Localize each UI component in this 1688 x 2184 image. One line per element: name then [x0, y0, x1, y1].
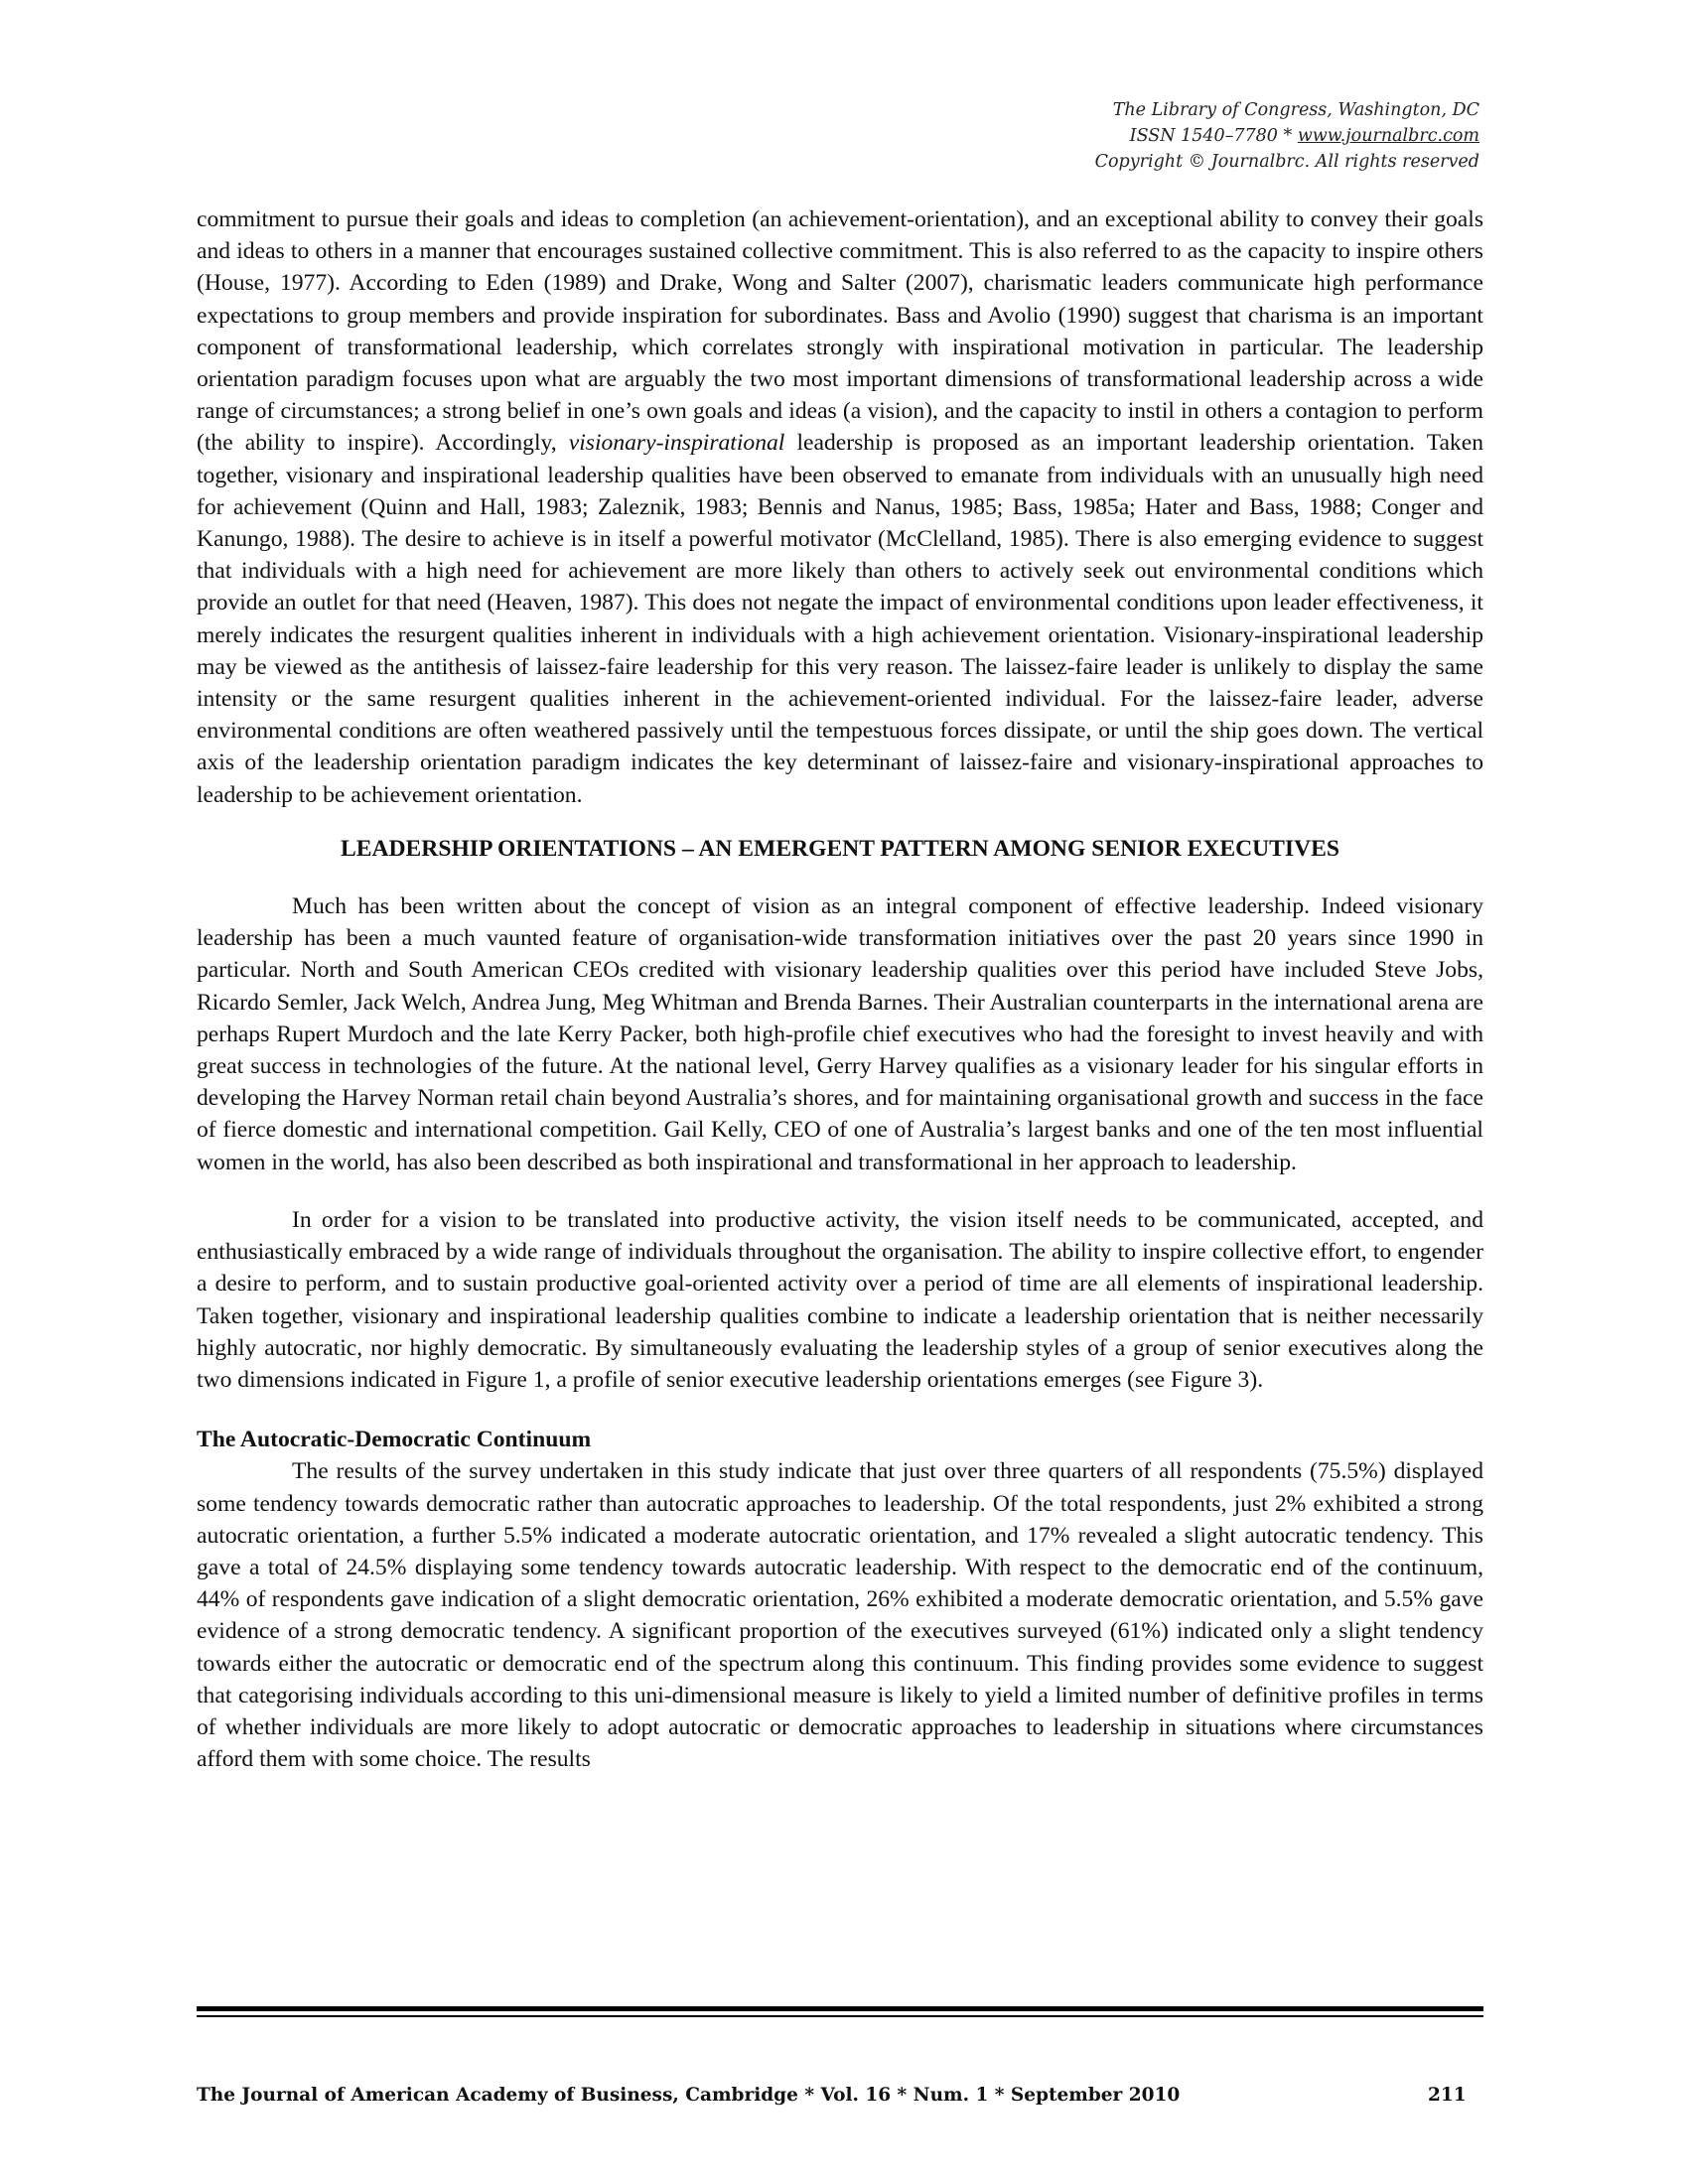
paragraph-1-text-b: leadership is proposed as an important leadership orientation. Taken together, visionary and inspirational leadership qualities have been observed to emanate from individuals with an unusually high need for achievement (Quinn and Hall, 1983; Zaleznik, 1983; Bennis and Nanus, 1985; Bass, 1985a; Hater and Bass, 1988; Conger and Kanungo, 1988). The desire to achieve is in itself a powerful motivator (McClelland, 1985). There is also emerging evidence to suggest that individuals with a high need for achievement are more likely than others to actively seek out environmental conditions which provide an outlet for that need (Heaven, 1987). This does not negate the impact of environmental conditions upon leader effectiveness, it merely indicates the resurgent qualities inherent in individuals with a high achievement orientation. Visionary-inspirational leadership may be viewed as the antithesis of laissez-faire leadership for this very reason. The laissez-faire leader is unlikely to display the same intensity or the same resurgent qualities inherent in the achievement-oriented individual. For the laissez-faire leader, adverse environmental conditions are often weathered passively until the tempestuous forces dissipate, or until the ship goes down. The vertical axis of the leadership orientation paradigm indicates the key determinant of laissez-faire and visionary-inspirational approaches to leadership to be achievement orientation.: [197, 430, 1483, 808]
body-paragraph-2: Much has been written about the concept of vision as an integral component of effective leadership. Indeed visionary leadership has been a much vaunted feature of organisation-wide transformation initiatives over the past 20 years since 1990 in particular. North and South American CEOs credited with visionary leadership qualities over this period have included Steve Jobs, Ricardo Semler, Jack Welch, Andrea Jung, Meg Whitman and Brenda Barnes. Their Australian counterparts in the international arena are perhaps Rupert Murdoch and the late Kerry Packer, both high-profile chief executives who had the foresight to invest heavily and with great success in technologies of the future. At the national level, Gerry Harvey qualifies as a visionary leader for his singular efforts in developing the Harvey Norman retail chain beyond Australia’s shores, and for maintaining organisational growth and success in the face of fierce domestic and international competition. Gail Kelly, CEO of one of Australia’s largest banks and one of the ten most influential women in the world, has also been described as both inspirational and transformational in her approach to leadership.: [197, 893, 1483, 1175]
body-paragraph-4: The results of the survey undertaken in this study indicate that just over three quarters of all respondents (75.5%) displayed some tendency towards democratic rather than autocratic approaches to leadership. Of the total respondents, just 2% exhibited a strong autocratic orientation, a further 5.5% indicated a moderate autocratic orientation, and 17% revealed a slight autocratic tendency. This gave a total of 24.5% displaying some tendency towards autocratic leadership. With respect to the democratic end of the continuum, 44% of respondents gave indication of a slight democratic orientation, 26% exhibited a moderate democratic orientation, and 5.5% gave evidence of a strong democratic tendency. A significant proportion of the executives surveyed (61%) indicated only a slight tendency towards either the autocratic or democratic end of the spectrum along this continuum. This finding provides some evidence to suggest that categorising individuals according to this uni-dimensional measure is likely to yield a limited number of definitive profiles in terms of whether individuals are more likely to adopt autocratic or democratic approaches to leadership in situations where circumstances afford them with some choice. The results: [197, 1458, 1483, 1773]
footer-journal-citation: The Journal of American Academy of Business, Cambridge * Vol. 16 * Num. 1 * September 2010: [197, 2085, 1181, 2106]
header-issn: ISSN 1540–7780 *: [1129, 126, 1298, 146]
header-copyright-line: Copyright © Journalbrc. All rights reserved: [1094, 152, 1479, 172]
body-paragraph-1: [197, 204, 1483, 811]
subsection-heading: The Autocratic-Democratic Continuum: [197, 1427, 592, 1453]
journal-website-link[interactable]: www.journalbrc.com: [1297, 126, 1479, 146]
body-paragraph-3: In order for a vision to be translated into productive activity, the vision itself needs to be communicated, accepted, and enthusiastically embraced by a wide range of individuals throughout the organisation. The ability to inspire collective effort, to engender a desire to perform, and to sustain productive goal-oriented activity over a period of time are all elements of inspirational leadership. Taken together, visionary and inspirational leadership qualities combine to indicate a leadership orientation that is neither necessarily highly autocratic, nor highly democratic. By simultaneously evaluating the leadership styles of a group of senior executives along the two dimensions indicated in Figure 1, a profile of senior executive leadership orientations emerges (see Figure 3).: [197, 1206, 1483, 1393]
paragraph-1-text-a: commitment to pursue their goals and ideas to completion (an achievement-orientation), and an exceptional ability to convey their goals and ideas to others in a manner that encourages sustained collective commitment. This is also referred to as the capacity to inspire others (House, 1977). According to Eden (1989) and Drake, Wong and Salter (2007), charismatic leaders communicate high performance expectations to group members and provide inspiration for subordinates. Bass and Avolio (1990) suggest that charisma is an important component of transformational leadership, which correlates strongly with inspirational motivation in particular. The leadership orientation paradigm focuses upon what are arguably the two most important dimensions of transformational leadership across a wide range of circumstances; a strong belief in one’s own goals and ideas (a vision), and the capacity to instil in others a contagion to perform (the ability to inspire). Accordingly,: [197, 206, 1483, 457]
footer-rule-thick: [197, 2006, 1483, 2011]
article-body: [197, 204, 1483, 1775]
section-heading: LEADERSHIP ORIENTATIONS – AN EMERGENT PATTERN AMONG SENIOR EXECUTIVES: [341, 835, 1339, 862]
running-footer: [197, 2085, 1483, 2106]
page-number: 211: [1428, 2085, 1467, 2106]
paragraph-1-emphasis: visionary-inspirational: [568, 430, 785, 457]
footer-rule-thin: [197, 2015, 1483, 2017]
running-header: [1095, 97, 1479, 175]
header-issn-line: [1095, 123, 1479, 149]
header-library-line: The Library of Congress, Washington, DC: [1112, 100, 1479, 120]
